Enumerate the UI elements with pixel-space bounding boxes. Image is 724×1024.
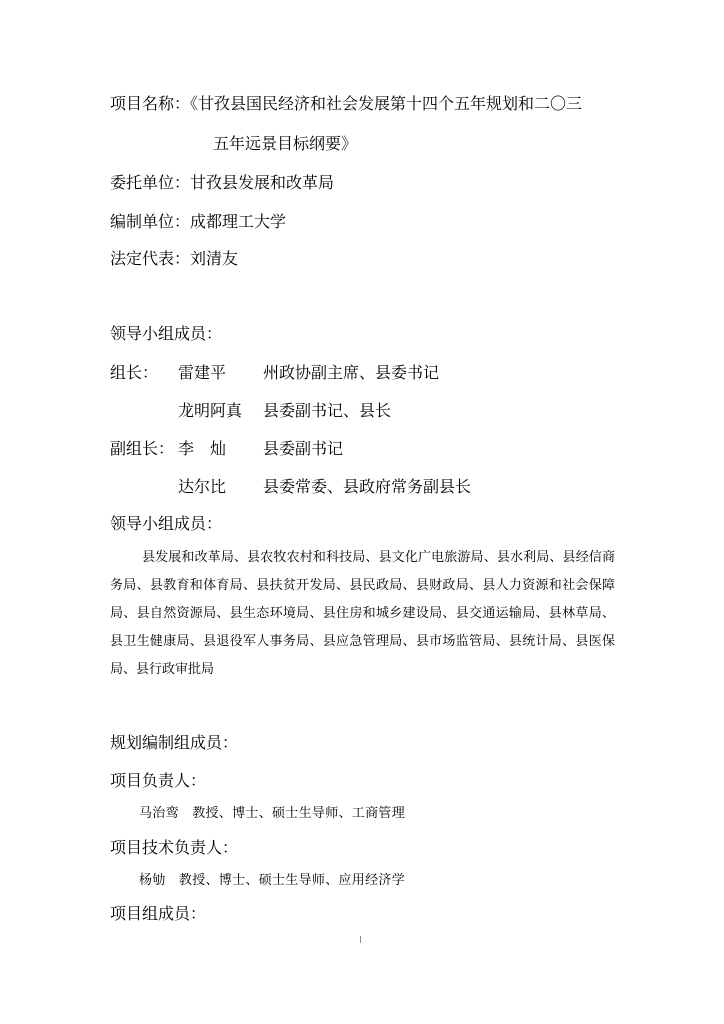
leader-name: 雷建平 (178, 363, 227, 382)
leader-title: 县委副书记、县长 (263, 401, 392, 420)
members-heading: 领导小组成员： (110, 514, 223, 533)
page-number: I (359, 935, 362, 946)
deputy-name: 李 灿 (178, 439, 227, 458)
leader-row-1 (110, 365, 610, 383)
leader-name: 龙明阿真 (178, 401, 243, 420)
deputy-name: 达尔比 (178, 477, 227, 496)
leadership-heading: 领导小组成员： (110, 324, 223, 343)
leader-row-2 (110, 403, 610, 421)
deputy-title: 县委常委、县政府常务副县长 (263, 477, 472, 496)
project-lead-person: 马治鸾 教授、博士、硕士生导师、工商管理 (139, 806, 406, 821)
deputy-title: 县委副书记 (263, 439, 344, 458)
project-name-line1: 项目名称：《甘孜县国民经济和社会发展第十四个五年规划和二〇三 (110, 94, 583, 113)
team-members-heading: 项目组成员： (110, 904, 207, 923)
client-unit: 委托单位：甘孜县发展和改革局 (110, 173, 335, 192)
tech-lead-heading: 项目技术负责人： (110, 838, 239, 857)
project-name-line2: 五年远景目标纲要》 (213, 134, 358, 153)
deputy-row-1 (110, 441, 610, 459)
project-lead-heading: 项目负责人： (110, 771, 207, 790)
deputy-label: 副组长： (110, 439, 175, 458)
planning-heading: 规划编制组成员： (110, 733, 239, 752)
compiler-unit: 编制单位：成都理工大学 (110, 212, 287, 231)
leader-title: 州政协副主席、县委书记 (263, 363, 440, 382)
leader-label: 组长： (110, 363, 159, 382)
legal-representative: 法定代表：刘清友 (110, 249, 239, 268)
tech-lead-person: 杨劬 教授、博士、硕士生导师、应用经济学 (139, 873, 406, 888)
member-departments: 县发展和改革局、县农牧农村和科技局、县文化广电旅游局、县水利局、县经信商务局、县教育和体育局、县扶贫开发局、县民政局、县财政局、县人力资源和社会保障局、县自然资源局、县生态环境局、县住房和城乡建设局、县交通运输局、县林草局、县卫生健康局、县退役军人事务局、县应急管理局、县市场监管局、县统计局、县医保局、县行政审批局 (110, 550, 615, 677)
deputy-row-2 (110, 479, 610, 497)
